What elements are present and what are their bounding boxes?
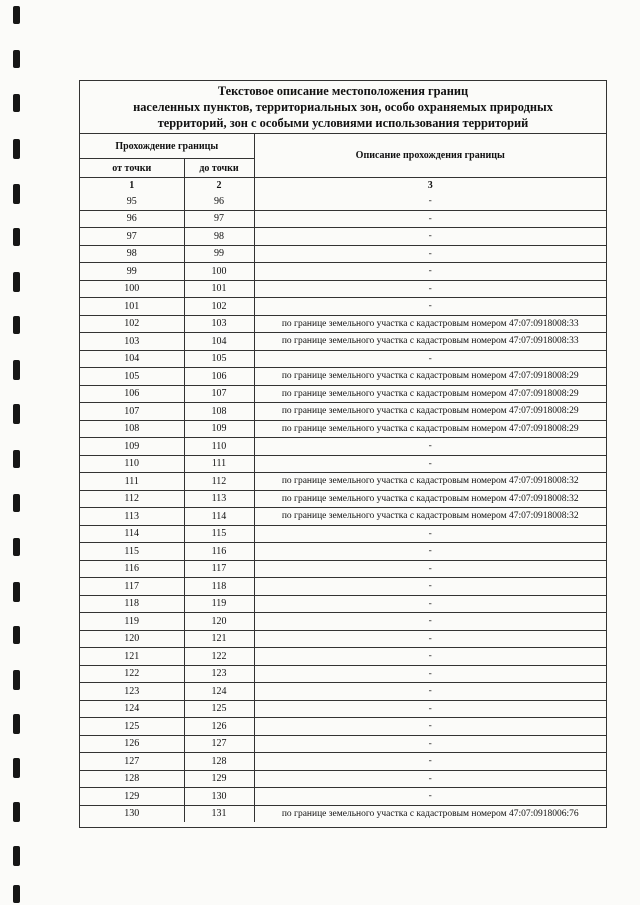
- boundary-table: [80, 134, 606, 822]
- cell-description: -: [254, 228, 606, 246]
- cell-from: 97: [80, 228, 184, 246]
- cell-to: 123: [184, 665, 254, 683]
- table-row: [80, 700, 606, 718]
- cell-to: 97: [184, 210, 254, 228]
- title-line-1: Текстовое описание местоположения границ: [217, 84, 469, 98]
- cell-from: 107: [80, 403, 184, 421]
- cell-description: -: [254, 280, 606, 298]
- cell-description: -: [254, 210, 606, 228]
- table-row: [80, 560, 606, 578]
- cell-from: 110: [80, 455, 184, 473]
- cell-from: 100: [80, 280, 184, 298]
- document-frame: [79, 80, 607, 828]
- cell-to: 103: [184, 315, 254, 333]
- cell-to: 122: [184, 648, 254, 666]
- cell-to: 98: [184, 228, 254, 246]
- table-row: [80, 630, 606, 648]
- header-description: Описание прохождения границы: [254, 134, 606, 178]
- cell-from: 129: [80, 788, 184, 806]
- header-to: до точки: [184, 159, 254, 178]
- cell-from: 98: [80, 245, 184, 263]
- cell-from: 106: [80, 385, 184, 403]
- cell-description: -: [254, 770, 606, 788]
- cell-from: 127: [80, 753, 184, 771]
- table-row: [80, 578, 606, 596]
- cell-from: 99: [80, 263, 184, 281]
- table-row: [80, 228, 606, 246]
- cell-description: по границе земельного участка с кадастровым номером 47:07:0918008:32: [254, 490, 606, 508]
- cell-from: 112: [80, 490, 184, 508]
- cell-from: 124: [80, 700, 184, 718]
- header-row: [80, 134, 606, 159]
- cell-to: 110: [184, 438, 254, 456]
- table-row: [80, 648, 606, 666]
- cell-from: 123: [80, 683, 184, 701]
- title-line-2: населенных пунктов, территориальных зон, особо охраняемых природных: [133, 100, 553, 114]
- cell-description: по границе земельного участка с кадастровым номером 47:07:0918008:32: [254, 508, 606, 526]
- table-row: [80, 770, 606, 788]
- cell-to: 130: [184, 788, 254, 806]
- cell-to: 105: [184, 350, 254, 368]
- cell-description: -: [254, 648, 606, 666]
- cell-from: 122: [80, 665, 184, 683]
- table-row: [80, 280, 606, 298]
- cell-to: 125: [184, 700, 254, 718]
- cell-description: -: [254, 543, 606, 561]
- cell-to: 113: [184, 490, 254, 508]
- cell-from: 119: [80, 613, 184, 631]
- table-row: [80, 368, 606, 386]
- cell-from: 130: [80, 805, 184, 822]
- cell-description: -: [254, 753, 606, 771]
- cell-description: по границе земельного участка с кадастровым номером 47:07:0918008:29: [254, 368, 606, 386]
- cell-to: 116: [184, 543, 254, 561]
- cell-description: -: [254, 735, 606, 753]
- table-row: [80, 683, 606, 701]
- table-row: [80, 210, 606, 228]
- table-row: [80, 333, 606, 351]
- table-row: [80, 595, 606, 613]
- cell-from: 114: [80, 525, 184, 543]
- cell-description: -: [254, 718, 606, 736]
- cell-to: 108: [184, 403, 254, 421]
- cell-description: -: [254, 613, 606, 631]
- cell-description: по границе земельного участка с кадастровым номером 47:07:0918008:29: [254, 385, 606, 403]
- cell-to: 127: [184, 735, 254, 753]
- cell-description: по границе земельного участка с кадастровым номером 47:07:0918008:33: [254, 333, 606, 351]
- cell-from: 113: [80, 508, 184, 526]
- table-row: [80, 385, 606, 403]
- cell-description: -: [254, 683, 606, 701]
- column-number-row: [80, 178, 606, 194]
- table-row: [80, 298, 606, 316]
- cell-description: -: [254, 578, 606, 596]
- cell-from: 118: [80, 595, 184, 613]
- column-number-3: 3: [254, 178, 606, 194]
- cell-to: 109: [184, 420, 254, 438]
- cell-from: 105: [80, 368, 184, 386]
- cell-description: -: [254, 263, 606, 281]
- cell-description: -: [254, 245, 606, 263]
- table-row: [80, 403, 606, 421]
- cell-from: 125: [80, 718, 184, 736]
- cell-to: 120: [184, 613, 254, 631]
- cell-from: 115: [80, 543, 184, 561]
- table-row: [80, 525, 606, 543]
- cell-to: 128: [184, 753, 254, 771]
- title-line-3: территорий, зон с особыми условиями использования территорий: [157, 116, 529, 130]
- table-row: [80, 490, 606, 508]
- cell-from: 104: [80, 350, 184, 368]
- column-number-2: 2: [184, 178, 254, 194]
- cell-to: 102: [184, 298, 254, 316]
- cell-description: -: [254, 193, 606, 210]
- cell-description: по границе земельного участка с кадастровым номером 47:07:0918008:32: [254, 473, 606, 491]
- header-from: от точки: [80, 159, 184, 178]
- cell-description: по границе земельного участка с кадастровым номером 47:07:0918008:29: [254, 403, 606, 421]
- cell-from: 101: [80, 298, 184, 316]
- cell-from: 120: [80, 630, 184, 648]
- cell-description: -: [254, 630, 606, 648]
- cell-description: -: [254, 700, 606, 718]
- cell-to: 114: [184, 508, 254, 526]
- cell-from: 126: [80, 735, 184, 753]
- cell-to: 96: [184, 193, 254, 210]
- cell-description: -: [254, 665, 606, 683]
- cell-description: -: [254, 525, 606, 543]
- cell-to: 101: [184, 280, 254, 298]
- cell-to: 121: [184, 630, 254, 648]
- table-row: [80, 315, 606, 333]
- cell-to: 126: [184, 718, 254, 736]
- header-group: Прохождение границы: [80, 134, 254, 159]
- cell-to: 131: [184, 805, 254, 822]
- cell-to: 111: [184, 455, 254, 473]
- cell-from: 128: [80, 770, 184, 788]
- cell-from: 95: [80, 193, 184, 210]
- cell-to: 99: [184, 245, 254, 263]
- cell-description: -: [254, 438, 606, 456]
- cell-from: 96: [80, 210, 184, 228]
- table-row: [80, 718, 606, 736]
- cell-to: 119: [184, 595, 254, 613]
- cell-from: 117: [80, 578, 184, 596]
- table-row: [80, 193, 606, 210]
- table-row: [80, 420, 606, 438]
- cell-to: 129: [184, 770, 254, 788]
- cell-description: -: [254, 455, 606, 473]
- table-row: [80, 788, 606, 806]
- table-row: [80, 735, 606, 753]
- cell-to: 112: [184, 473, 254, 491]
- cell-description: -: [254, 298, 606, 316]
- cell-description: по границе земельного участка с кадастровым номером 47:07:0918008:29: [254, 420, 606, 438]
- cell-to: 107: [184, 385, 254, 403]
- table-row: [80, 473, 606, 491]
- cell-from: 121: [80, 648, 184, 666]
- cell-to: 117: [184, 560, 254, 578]
- table-row: [80, 805, 606, 822]
- cell-to: 115: [184, 525, 254, 543]
- cell-description: -: [254, 788, 606, 806]
- cell-description: по границе земельного участка с кадастровым номером 47:07:0918008:33: [254, 315, 606, 333]
- cell-from: 103: [80, 333, 184, 351]
- table-row: [80, 245, 606, 263]
- cell-from: 111: [80, 473, 184, 491]
- table-row: [80, 543, 606, 561]
- cell-to: 100: [184, 263, 254, 281]
- cell-from: 102: [80, 315, 184, 333]
- table-row: [80, 350, 606, 368]
- cell-to: 106: [184, 368, 254, 386]
- table-row: [80, 455, 606, 473]
- cell-to: 124: [184, 683, 254, 701]
- table-row: [80, 753, 606, 771]
- table-row: [80, 665, 606, 683]
- table-row: [80, 263, 606, 281]
- column-number-1: 1: [80, 178, 184, 194]
- cell-to: 104: [184, 333, 254, 351]
- table-row: [80, 613, 606, 631]
- table-row: [80, 438, 606, 456]
- cell-description: по границе земельного участка с кадастровым номером 47:07:0918006:76: [254, 805, 606, 822]
- cell-description: -: [254, 595, 606, 613]
- cell-to: 118: [184, 578, 254, 596]
- cell-description: -: [254, 350, 606, 368]
- cell-from: 109: [80, 438, 184, 456]
- cell-from: 116: [80, 560, 184, 578]
- cell-from: 108: [80, 420, 184, 438]
- cell-description: -: [254, 560, 606, 578]
- document-title: [80, 81, 606, 134]
- binding-holes: [13, 0, 25, 905]
- table-row: [80, 508, 606, 526]
